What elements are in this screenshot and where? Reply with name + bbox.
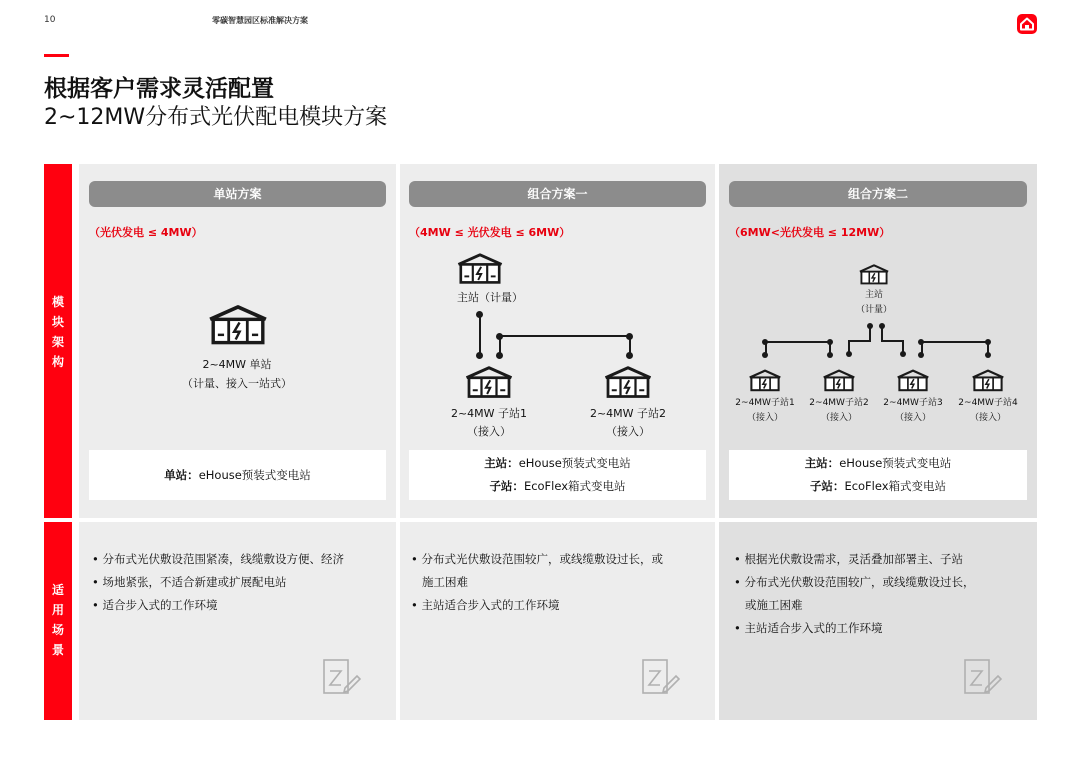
substation-icon — [896, 368, 930, 392]
tab-combo-two: 组合方案二 — [729, 181, 1027, 207]
sub-station-note: （接入） — [894, 413, 931, 423]
main-station-label: 主站 — [864, 290, 883, 300]
info-label: 子站： — [809, 479, 845, 493]
station-note: （计量、接入一站式） — [182, 377, 292, 390]
list-item-text: 根据光伏敷设需求，灵活叠加部署主、子站 — [744, 552, 963, 566]
substation-icon — [858, 263, 890, 285]
info-row — [729, 475, 1027, 498]
connector-line — [881, 326, 883, 340]
connector-line — [765, 341, 830, 343]
main-station-label: 主站（计量） — [457, 291, 523, 304]
sub-station-label: 2~4MW子站1 — [735, 398, 795, 408]
list-item-text: 分布式光伏敷设范围紧凑，线缆敷设方便、经济 — [102, 552, 344, 566]
list-item: • 分布式光伏敷设范围较广，或线缆敷设过长， — [734, 575, 975, 589]
side-char: 适 — [51, 583, 64, 597]
list-item: • 分布式光伏敷设范围紧凑，线缆敷设方便、经济 — [92, 552, 344, 566]
list-item: • 适合步入式的工作环境 — [92, 598, 218, 612]
connector-node — [846, 351, 852, 357]
info-box — [409, 450, 706, 500]
side-char: 架 — [51, 335, 64, 349]
side-char: 景 — [51, 643, 64, 657]
list-item-text: 适合步入式的工作环境 — [102, 598, 218, 612]
info-value: EcoFlex箱式变电站 — [844, 479, 947, 493]
power-range: （6MW<光伏发电 ≤ 12MW） — [729, 226, 891, 239]
scenario-list — [411, 548, 707, 617]
edit-note-icon — [321, 657, 361, 697]
list-item: • 根据光伏敷设需求，灵活叠加部署主、子站 — [734, 552, 963, 566]
substation-icon — [456, 251, 504, 285]
list-item-text: 分布式光伏敷设范围较广，或线缆敷设过长， — [744, 575, 975, 589]
info-label: 单站： — [164, 468, 199, 482]
scenario-list — [92, 548, 388, 617]
substation-icon — [971, 368, 1005, 392]
info-row — [409, 475, 706, 498]
info-box — [729, 450, 1027, 500]
side-label-scenarios — [44, 522, 72, 720]
list-item-continuation — [411, 571, 707, 594]
side-char: 构 — [51, 355, 64, 369]
connector-line — [479, 314, 481, 356]
substation-icon — [748, 368, 782, 392]
list-item-continuation — [734, 594, 1030, 617]
sub-station-label: 2~4MW子站2 — [809, 398, 869, 408]
list-item: • 主站适合步入式的工作环境 — [411, 598, 560, 612]
list-item: • 场地紧张，不适合新建或扩展配电站 — [92, 575, 287, 589]
info-label: 子站： — [489, 479, 524, 493]
connector-line — [921, 341, 988, 343]
connector-node — [476, 352, 483, 359]
connector-node — [496, 352, 503, 359]
connector-node — [762, 352, 768, 358]
side-char: 场 — [51, 623, 64, 637]
sub-station-note: （接入） — [820, 413, 857, 423]
substation-icon — [207, 302, 269, 346]
list-item-text: 或施工困难 — [745, 598, 803, 612]
connector-node — [918, 352, 924, 358]
info-value: eHouse预装式变电站 — [839, 456, 952, 470]
info-label: 主站： — [804, 456, 840, 470]
connector-line — [869, 326, 871, 340]
sub-station-label: 2~4MW子站3 — [883, 398, 943, 408]
sub-station-note: （接入） — [969, 413, 1006, 423]
connector-line — [848, 340, 871, 342]
document-title: 零碳智慧园区标准解决方案 — [212, 16, 308, 25]
page-subtitle: 2~12MW分布式光伏配电模块方案 — [44, 105, 388, 130]
sub-station-label: 2~4MW子站4 — [958, 398, 1018, 408]
sub-station-note: （接入） — [746, 413, 783, 423]
sub-station-note: （接入） — [467, 425, 511, 438]
list-item: • 分布式光伏敷设范围较广，或线缆敷设过长，或 — [411, 552, 663, 566]
accent-bar — [44, 54, 69, 57]
side-char: 模 — [51, 295, 64, 309]
tab-combo-one: 组合方案一 — [409, 181, 706, 207]
info-value: EcoFlex箱式变电站 — [523, 479, 626, 493]
list-item-text: 施工困难 — [422, 575, 468, 589]
list-item: • 主站适合步入式的工作环境 — [734, 621, 883, 635]
home-logo-icon — [1017, 14, 1037, 34]
edit-note-icon — [640, 657, 680, 697]
scenario-list — [734, 548, 1030, 640]
substation-icon — [603, 364, 653, 399]
main-station-note: （计量） — [855, 305, 892, 315]
side-char: 块 — [51, 315, 64, 329]
substation-icon — [822, 368, 856, 392]
info-row — [409, 452, 706, 475]
list-item-text: 场地紧张，不适合新建或扩展配电站 — [102, 575, 287, 589]
power-range: （4MW ≤ 光伏发电 ≤ 6MW） — [409, 226, 571, 239]
power-range: （光伏发电 ≤ 4MW） — [89, 226, 203, 239]
connector-node — [827, 352, 833, 358]
page-title: 根据客户需求灵活配置 — [44, 76, 274, 102]
side-char: 用 — [51, 603, 64, 617]
substation-icon — [464, 364, 514, 399]
info-row — [729, 452, 1027, 475]
list-item-text: 分布式光伏敷设范围较广，或线缆敷设过长，或 — [421, 552, 663, 566]
info-value: eHouse预装式变电站 — [518, 456, 631, 470]
info-value: eHouse预装式变电站 — [198, 468, 311, 482]
sub-station-label: 2~4MW 子站1 — [450, 407, 528, 420]
connector-line — [881, 340, 903, 342]
edit-note-icon — [962, 657, 1002, 697]
sub-station-note: （接入） — [606, 425, 650, 438]
info-box — [89, 450, 386, 500]
side-label-architecture — [44, 164, 72, 518]
connector-line — [499, 335, 629, 337]
list-item-text: 主站适合步入式的工作环境 — [421, 598, 560, 612]
station-label: 2~4MW 单站 — [202, 358, 272, 371]
connector-node — [626, 352, 633, 359]
sub-station-label: 2~4MW 子站2 — [589, 407, 667, 420]
page-number: 10 — [44, 15, 56, 25]
connector-node — [900, 351, 906, 357]
list-item-text: 主站适合步入式的工作环境 — [744, 621, 883, 635]
tab-single-station: 单站方案 — [89, 181, 386, 207]
connector-node — [985, 352, 991, 358]
info-label: 主站： — [484, 456, 519, 470]
